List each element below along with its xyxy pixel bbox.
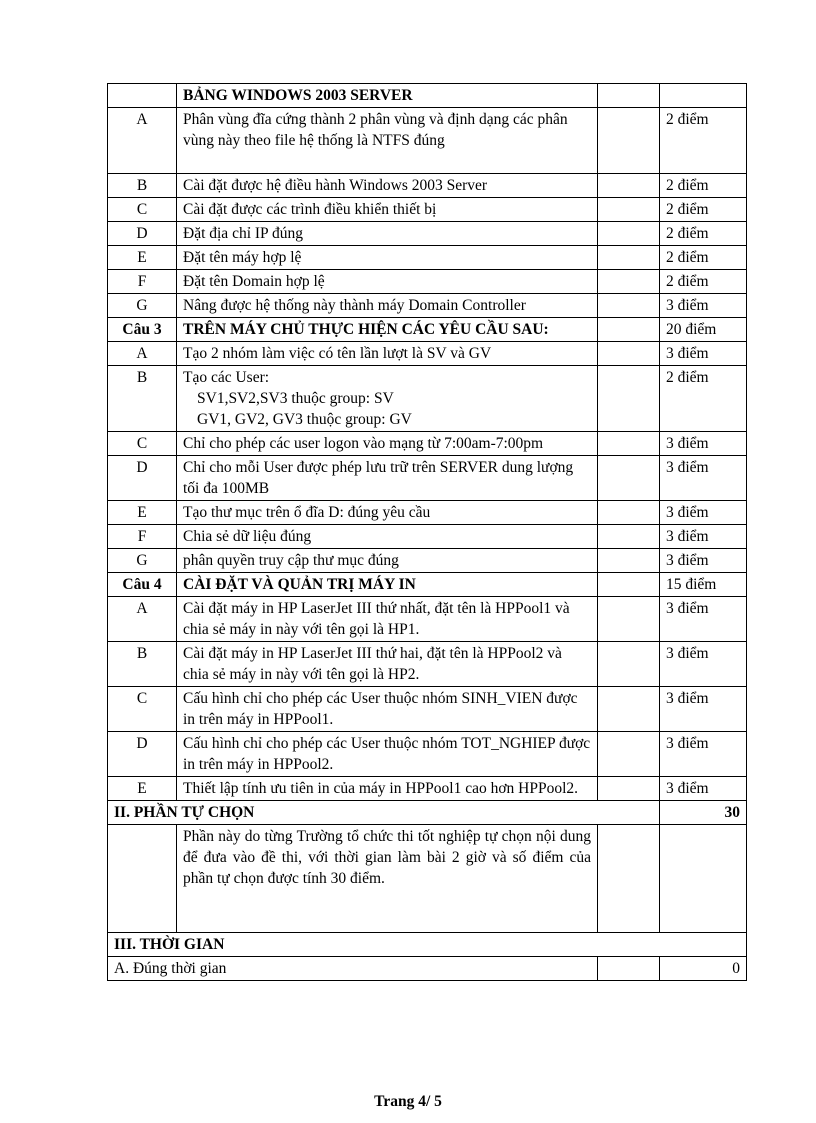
table-row — [108, 294, 747, 318]
row-content: Đặt tên Domain hợp lệ — [177, 270, 598, 294]
row-blank — [598, 573, 660, 597]
row-points: 2 điểm — [660, 246, 747, 270]
table-row — [108, 84, 747, 108]
row-points: 3 điểm — [660, 294, 747, 318]
question-title: CÀI ĐẶT VÀ QUẢN TRỊ MÁY IN — [177, 573, 598, 597]
row-blank — [598, 318, 660, 342]
table-row — [108, 642, 747, 687]
row-points: 3 điểm — [660, 432, 747, 456]
row-blank — [598, 957, 660, 981]
row-points: 3 điểm — [660, 597, 747, 642]
row-points: 2 điểm — [660, 198, 747, 222]
part-3-row-label: A. Đúng thời gian — [108, 957, 598, 981]
row-content: Thiết lập tính ưu tiên in của máy in HPPool1 cao hơn HPPool2. — [177, 777, 598, 801]
row-blank — [598, 549, 660, 573]
question-3-header — [108, 318, 747, 342]
row-points: 3 điểm — [660, 732, 747, 777]
row-points: 3 điểm — [660, 456, 747, 501]
question-title: TRÊN MÁY CHỦ THỰC HIỆN CÁC YÊU CẦU SAU: — [177, 318, 598, 342]
grading-table-body — [108, 84, 747, 981]
row-content: Đặt địa chỉ IP đúng — [177, 222, 598, 246]
row-blank — [598, 597, 660, 642]
part-3-row — [108, 957, 747, 981]
table-row — [108, 222, 747, 246]
page-number-prefix: Trang 4/ — [374, 1093, 435, 1110]
row-code: C — [108, 198, 177, 222]
row-blank — [598, 432, 660, 456]
row-code: F — [108, 270, 177, 294]
row-blank — [598, 342, 660, 366]
row-blank — [598, 732, 660, 777]
row-content: Cài đặt máy in HP LaserJet III thứ nhất, đặt tên là HPPool1 và chia sẻ máy in này với tên gọi là HP1. — [177, 597, 598, 642]
part-2-text: Phần này do từng Trường tổ chức thi tốt nghiệp tự chọn nội dung để đưa vào đề thi, với thời gian làm bài 2 giờ và số điểm của phần tự chọn được tính 30 điểm. — [177, 825, 598, 933]
row-code: B — [108, 174, 177, 198]
row-blank — [598, 294, 660, 318]
table-row — [108, 687, 747, 732]
row-blank — [598, 222, 660, 246]
row-code: C — [108, 432, 177, 456]
row-blank — [598, 777, 660, 801]
row-points — [660, 84, 747, 108]
row-points: 2 điểm — [660, 174, 747, 198]
question-points: 20 điểm — [660, 318, 747, 342]
table-row — [108, 108, 747, 174]
part-3-row-points: 0 — [660, 957, 747, 981]
row-blank — [598, 108, 660, 174]
row-blank — [598, 642, 660, 687]
table-row — [108, 342, 747, 366]
row-points: 3 điểm — [660, 642, 747, 687]
table-row — [108, 432, 747, 456]
row-points: 3 điểm — [660, 777, 747, 801]
table-row — [108, 198, 747, 222]
row-points: 3 điểm — [660, 525, 747, 549]
row-code: D — [108, 222, 177, 246]
row-content: Nâng được hệ thống này thành máy Domain Controller — [177, 294, 598, 318]
row-content: Tạo 2 nhóm làm việc có tên lần lượt là SV và GV — [177, 342, 598, 366]
row-code: E — [108, 246, 177, 270]
row-points: 2 điểm — [660, 108, 747, 174]
row-code: E — [108, 777, 177, 801]
grading-table — [107, 83, 747, 981]
table-row — [108, 777, 747, 801]
row-content: Chia sẻ dữ liệu đúng — [177, 525, 598, 549]
row-code: G — [108, 549, 177, 573]
row-points: 2 điểm — [660, 222, 747, 246]
row-content: Đặt tên máy hợp lệ — [177, 246, 598, 270]
row-content-sub: SV1,SV2,SV3 thuộc group: SV — [197, 390, 394, 407]
question-4-header — [108, 573, 747, 597]
row-code: A — [108, 342, 177, 366]
table-row — [108, 174, 747, 198]
row-content: BẢNG WINDOWS 2003 SERVER — [177, 84, 598, 108]
page-total: 5 — [434, 1093, 442, 1110]
part-3-title: III. THỜI GIAN — [108, 933, 747, 957]
part-3-header — [108, 933, 747, 957]
row-points: 2 điểm — [660, 366, 747, 432]
row-blank — [598, 687, 660, 732]
row-blank — [598, 825, 660, 933]
row-code: A — [108, 108, 177, 174]
row-blank — [598, 270, 660, 294]
table-row — [108, 270, 747, 294]
table-row — [108, 549, 747, 573]
row-code: F — [108, 525, 177, 549]
row-blank — [598, 174, 660, 198]
row-code: A — [108, 597, 177, 642]
row-content: Chỉ cho mỗi User được phép lưu trữ trên SERVER dung lượng tối đa 100MB — [177, 456, 598, 501]
table-row — [108, 366, 747, 432]
part-2-body — [108, 825, 747, 933]
row-blank — [108, 825, 177, 933]
table-row — [108, 732, 747, 777]
row-content-main: Tạo các User: — [183, 369, 270, 386]
row-points: 2 điểm — [660, 270, 747, 294]
row-blank — [598, 525, 660, 549]
row-code: E — [108, 501, 177, 525]
row-code: B — [108, 366, 177, 432]
row-content: Phân vùng đĩa cứng thành 2 phân vùng và định dạng các phân vùng này theo file hệ thống là NTFS đúng — [177, 108, 598, 174]
row-blank — [598, 198, 660, 222]
row-blank — [598, 84, 660, 108]
question-code: Câu 3 — [108, 318, 177, 342]
part-2-title: II. PHẦN TỰ CHỌN — [108, 801, 660, 825]
row-content: Cài đặt được các trình điều khiển thiết bị — [177, 198, 598, 222]
table-row — [108, 456, 747, 501]
row-content: Chỉ cho phép các user logon vào mạng từ 7:00am-7:00pm — [177, 432, 598, 456]
row-blank — [598, 246, 660, 270]
row-code: D — [108, 732, 177, 777]
row-content-sub: GV1, GV2, GV3 thuộc group: GV — [197, 411, 412, 428]
row-content: Cấu hình chỉ cho phép các User thuộc nhóm SINH_VIEN được in trên máy in HPPool1. — [177, 687, 598, 732]
row-content: Tạo thư mục trên ổ đĩa D: đúng yêu cầu — [177, 501, 598, 525]
row-content: Cấu hình chỉ cho phép các User thuộc nhóm TOT_NGHIEP được in trên máy in HPPool2. — [177, 732, 598, 777]
row-content — [177, 366, 598, 432]
row-points: 3 điểm — [660, 501, 747, 525]
question-points: 15 điểm — [660, 573, 747, 597]
table-row — [108, 501, 747, 525]
table-row — [108, 597, 747, 642]
row-blank — [598, 366, 660, 432]
table-row — [108, 246, 747, 270]
row-blank — [598, 501, 660, 525]
part-2-header — [108, 801, 747, 825]
row-blank — [660, 825, 747, 933]
row-content: Cài đặt được hệ điều hành Windows 2003 Server — [177, 174, 598, 198]
row-code: C — [108, 687, 177, 732]
row-code: G — [108, 294, 177, 318]
row-points: 3 điểm — [660, 549, 747, 573]
row-content: Cài đặt máy in HP LaserJet III thứ hai, đặt tên là HPPool2 và chia sẻ máy in này với tên gọi là HP2. — [177, 642, 598, 687]
row-code: B — [108, 642, 177, 687]
row-code: D — [108, 456, 177, 501]
table-row — [108, 525, 747, 549]
part-2-points: 30 — [660, 801, 747, 825]
question-code: Câu 4 — [108, 573, 177, 597]
row-content: phân quyền truy cập thư mục đúng — [177, 549, 598, 573]
row-points: 3 điểm — [660, 342, 747, 366]
row-points: 3 điểm — [660, 687, 747, 732]
page-footer — [0, 1093, 816, 1111]
row-code — [108, 84, 177, 108]
row-blank — [598, 456, 660, 501]
